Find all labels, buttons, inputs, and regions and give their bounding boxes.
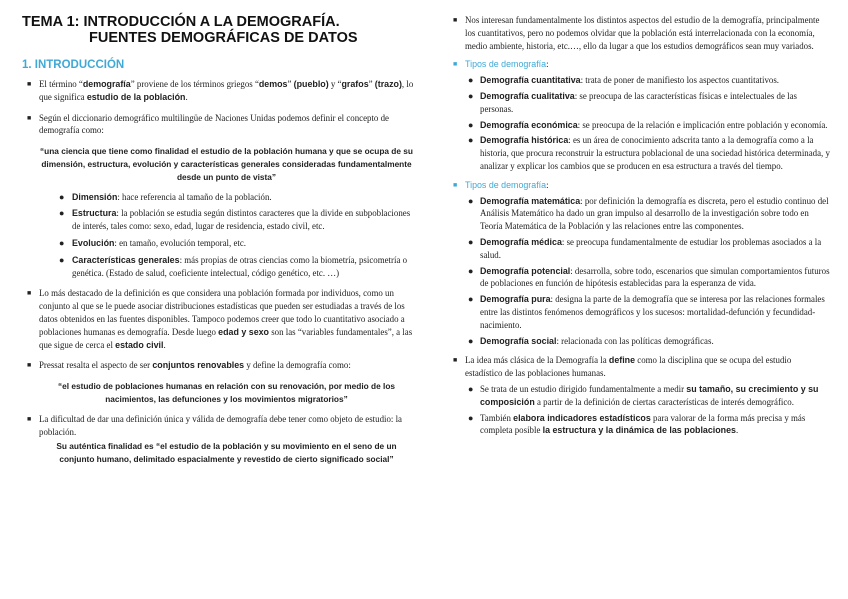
square-bullet-icon: ■ <box>27 80 32 88</box>
section-heading: 1. INTRODUCCIÓN <box>22 59 125 71</box>
round-bullet-icon: ● <box>468 412 474 423</box>
square-bullet-icon: ■ <box>453 356 458 365</box>
round-bullet-icon: ● <box>468 236 474 247</box>
right-column <box>450 14 830 440</box>
paragraph-difficulty: ■ La dificultad de dar una definición única y válida de demografía debe tener como objeto de estudio: la población. <box>27 413 402 437</box>
round-bullet-icon: ● <box>59 191 65 202</box>
list-item: ● Demografía potencial: desarrolla, sobre todo, escenarios que simulan comportamientos futuros de poblaciones en función de hipótesis establecidas para la esperanza de vida. <box>468 265 830 289</box>
round-bullet-icon: ● <box>468 265 474 276</box>
round-bullet-icon: ● <box>468 90 474 101</box>
paragraph-interest: ■ Nos interesan fundamentalmente los distintos aspectos del estudio de la demografía, principalmente los cuantitativos, pero no podemos olvidar que la población está interrelacionada con la economía, medio ambiente, historia, etc.…, ello da lugar a que los estudios demográficos sean muy variados. <box>453 15 820 51</box>
list-item: ● Dimensión: hace referencia al tamaño de la población. <box>59 191 272 202</box>
paragraph-etymology: ■ El término “demografía” proviene de los términos griegos “demos” (pueblo) y “grafos” (trazo), lo que significa estudio de la población. <box>27 79 414 102</box>
round-bullet-icon: ● <box>468 119 474 130</box>
round-bullet-icon: ● <box>468 335 474 346</box>
list-item: ● Estructura: la población se estudia según distintos caracteres que la divide en subpoblaciones de interés, tales como: sexo, edad, lugar de residencia, estado civil, etc. <box>59 208 411 232</box>
title-line-2: FUENTES DEMOGRÁFICAS DE DATOS <box>89 30 358 46</box>
left-column <box>22 0 414 473</box>
round-bullet-icon: ● <box>59 237 65 248</box>
paragraph-classic-idea: ■ La idea más clásica de la Demografía la define como la disciplina que se ocupa del estudio estadístico de las poblaciones humanas. <box>453 355 792 379</box>
title-line-1: TEMA 1: INTRODUCCIÓN A LA DEMOGRAFÍA. <box>22 14 340 30</box>
round-bullet-icon: ● <box>468 195 474 206</box>
quote-pressat: “el estudio de poblaciones humanas en relación con su renovación, por medio de los nacimientos, las defunciones y los movimientos migratorios” <box>57 381 396 404</box>
types-heading: ■ Tipos de demografía: <box>453 179 549 190</box>
quote-un-definition: “una ciencia que tiene como finalidad el estudio de la población humana y que se ocupa de su dimensión, estructura, evolución y características generales consideradas fundamentalmente desde un punto de vista” <box>40 146 413 182</box>
list-item: ● Características generales: más propias de otras ciencias como la biometría, psicometría o genética. (Estado de salud, coeficiente intelectual, código genético, etc. …) <box>59 254 408 278</box>
paragraph-un-definition: ■ Según el diccionario demográfico multilingüe de Naciones Unidas podemos definir el concepto de demografía como: <box>27 112 389 136</box>
list-item: ● Demografía histórica: es un área de conocimiento adscrita tanto a la demografía como a la historia, que procura reconstruir la estructura poblacional de una sociedad histórica determinada, y analizar y explicar los cambios que se producen en esa estructura a través del tiempo. <box>468 135 830 171</box>
square-bullet-icon: ■ <box>27 289 32 298</box>
list-item: ● Demografía social: relacionada con las políticas demográficas. <box>468 335 714 346</box>
list-item: ● Se trata de un estudio dirigido fundamentalmente a medir su tamaño, su crecimiento y su composición a partir de la definición de ciertas características de interés demográfico. <box>468 383 819 407</box>
list-item: ● Demografía cualitativa: se preocupa de las características físicas e intelectuales de las personas. <box>468 90 797 114</box>
list-item: ● También elabora indicadores estadísticos para valorar de la forma más precisa y más completa posible la estructura y la dinámica de las poblaciones. <box>468 412 806 436</box>
types-heading: ■ Tipos de demografía: <box>453 59 549 70</box>
square-bullet-icon: ■ <box>453 16 458 24</box>
round-bullet-icon: ● <box>468 294 474 305</box>
list-item: ● Demografía económica: se preocupa de la relación e implicación entre población y economía. <box>468 119 828 130</box>
round-bullet-icon: ● <box>468 383 474 394</box>
quote-purpose: Su auténtica finalidad es “el estudio de la población y su movimiento en el seno de un conjunto humano, delimitado espacialmente y revestido de cierto significado social” <box>56 441 397 465</box>
round-bullet-icon: ● <box>468 75 474 86</box>
list-item: ● Demografía cuantitativa: trata de poner de manifiesto los aspectos cuantitativos. <box>468 75 780 86</box>
list-item: ● Demografía médica: se preocupa fundamentalmente de estudiar los problemas asociados a la salud. <box>468 236 822 260</box>
square-bullet-icon: ■ <box>27 414 32 423</box>
list-item: ● Demografía pura: designa la parte de la demografía que se interesa por las relaciones formales entre las distintos fenómenos demográficos y los sucesos: mortalidad-defunción y fecundidad-nacimiento. <box>468 294 825 330</box>
round-bullet-icon: ● <box>59 208 65 219</box>
round-bullet-icon: ● <box>59 254 65 265</box>
square-bullet-icon: ■ <box>453 60 458 69</box>
square-bullet-icon: ■ <box>453 180 458 189</box>
paragraph-highlights: ■ Lo más destacado de la definición es que considera una población formada por individuos, como un conjunto al que se le puede asociar distribuciones estadísticas que pueden ser estudiadas a través de los datos obtenidos en las fuentes disponibles. Tampoco podemos creer que todo lo cuantitativo asociado a poblaciones humanas es demografía. Desde luego edad y sexo son las “variables fundamentales”, a las que sigue de cerca el estado civil. <box>27 288 413 350</box>
square-bullet-icon: ■ <box>27 361 32 370</box>
round-bullet-icon: ● <box>468 135 474 146</box>
page-title <box>22 14 414 46</box>
square-bullet-icon: ■ <box>27 113 32 122</box>
list-item: ● Demografía matemática: por definición la demografía es discreta, pero el estudio continuo del Análisis Matemático ha dado un gran impulso al desarrollo de la investigación sobre todo en Teoría Matemática de la Población y las relaciones entre las componentes. <box>468 195 829 232</box>
paragraph-pressat: ■ Pressat resalta el aspecto de ser conjuntos renovables y define la demografía como: <box>27 360 351 371</box>
list-item: ● Evolución: en tamaño, evolución temporal, etc. <box>59 237 247 248</box>
